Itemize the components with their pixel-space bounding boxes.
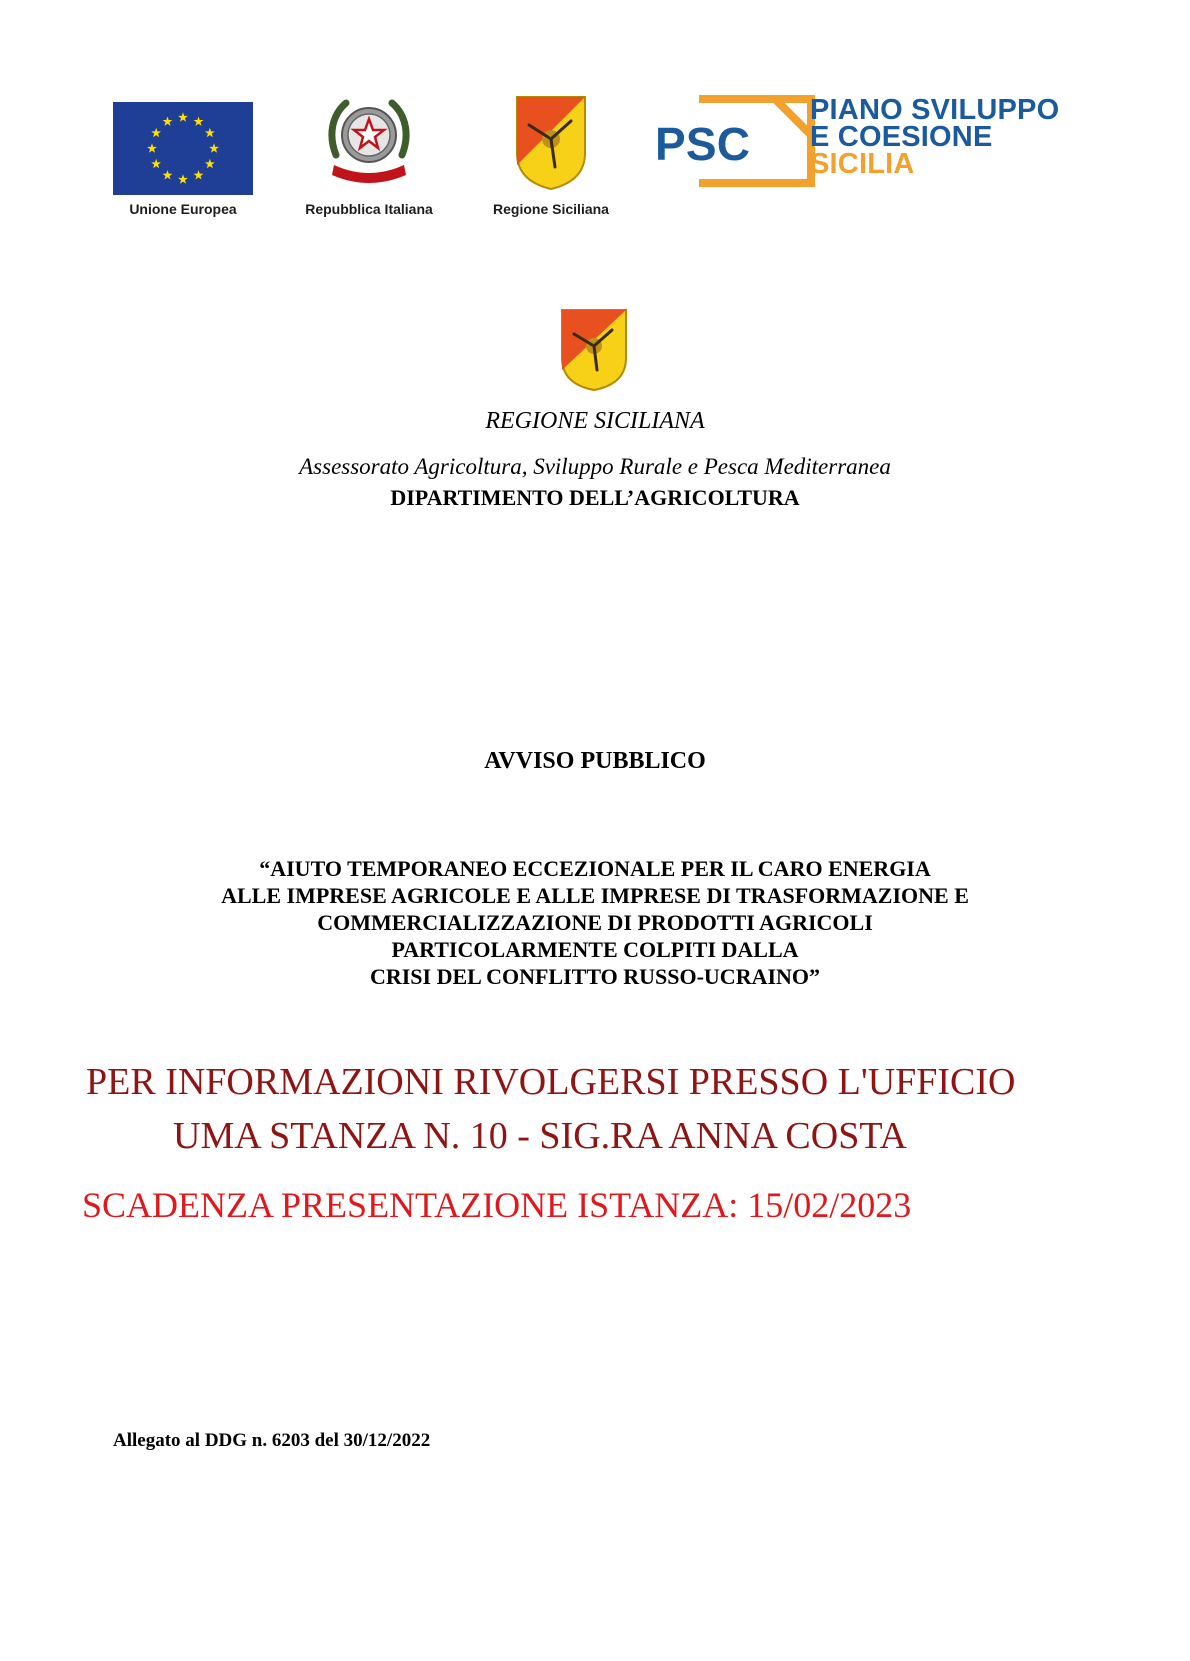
sicilian-region-shield-logo bbox=[515, 95, 587, 191]
assessorato-name: Assessorato Agricoltura, Sviluppo Rurale e Pesca Mediterranea bbox=[299, 454, 891, 479]
info-line-room: UMA STANZA N. 10 - SIG.RA ANNA COSTA bbox=[173, 1115, 907, 1157]
notice-subject-line: COMMERCIALIZZAZIONE DI PRODOTTI AGRICOLI bbox=[317, 910, 873, 935]
sicilian-logo-caption: Regione Siciliana bbox=[493, 201, 609, 217]
notice-title: AVVISO PUBBLICO bbox=[484, 748, 706, 774]
attachment-reference: Allegato al DDG n. 6203 del 30/12/2022 bbox=[113, 1430, 431, 1451]
region-name: REGIONE SICILIANA bbox=[485, 408, 705, 434]
region-shield-icon bbox=[560, 308, 628, 392]
psc-name-line2: E COESIONE bbox=[810, 121, 993, 153]
info-line-office: PER INFORMAZIONI RIVOLGERSI PRESSO L'UFFICIO bbox=[86, 1061, 1016, 1103]
psc-name-line3: SICILIA bbox=[810, 148, 915, 180]
italian-logo-caption: Repubblica Italiana bbox=[305, 201, 433, 217]
notice-subject-line: “AIUTO TEMPORANEO ECCEZIONALE PER IL CARO ENERGIA bbox=[259, 856, 931, 881]
notice-subject-line: CRISI DEL CONFLITTO RUSSO-UCRAINO” bbox=[369, 964, 821, 989]
psc-name-line1: PIANO SVILUPPO bbox=[810, 94, 1060, 126]
logo-strip bbox=[0, 80, 1190, 220]
eu-logo-caption: Unione Europea bbox=[129, 201, 237, 217]
notice-subject-line: PARTICOLARMENTE COLPITI DALLA bbox=[391, 937, 799, 962]
italian-emblem-logo bbox=[326, 95, 412, 187]
psc-logo bbox=[655, 95, 1075, 187]
psc-acronym: PSC bbox=[655, 118, 751, 170]
notice-subject-line: ALLE IMPRESE AGRICOLE E ALLE IMPRESE DI TRASFORMAZIONE E bbox=[221, 883, 969, 908]
notice-subject bbox=[0, 855, 1190, 990]
deadline-notice: SCADENZA PRESENTAZIONE ISTANZA: 15/02/2023 bbox=[82, 1185, 912, 1225]
eu-flag-logo bbox=[113, 102, 253, 195]
department-name: DIPARTIMENTO DELL’AGRICOLTURA bbox=[390, 485, 800, 510]
